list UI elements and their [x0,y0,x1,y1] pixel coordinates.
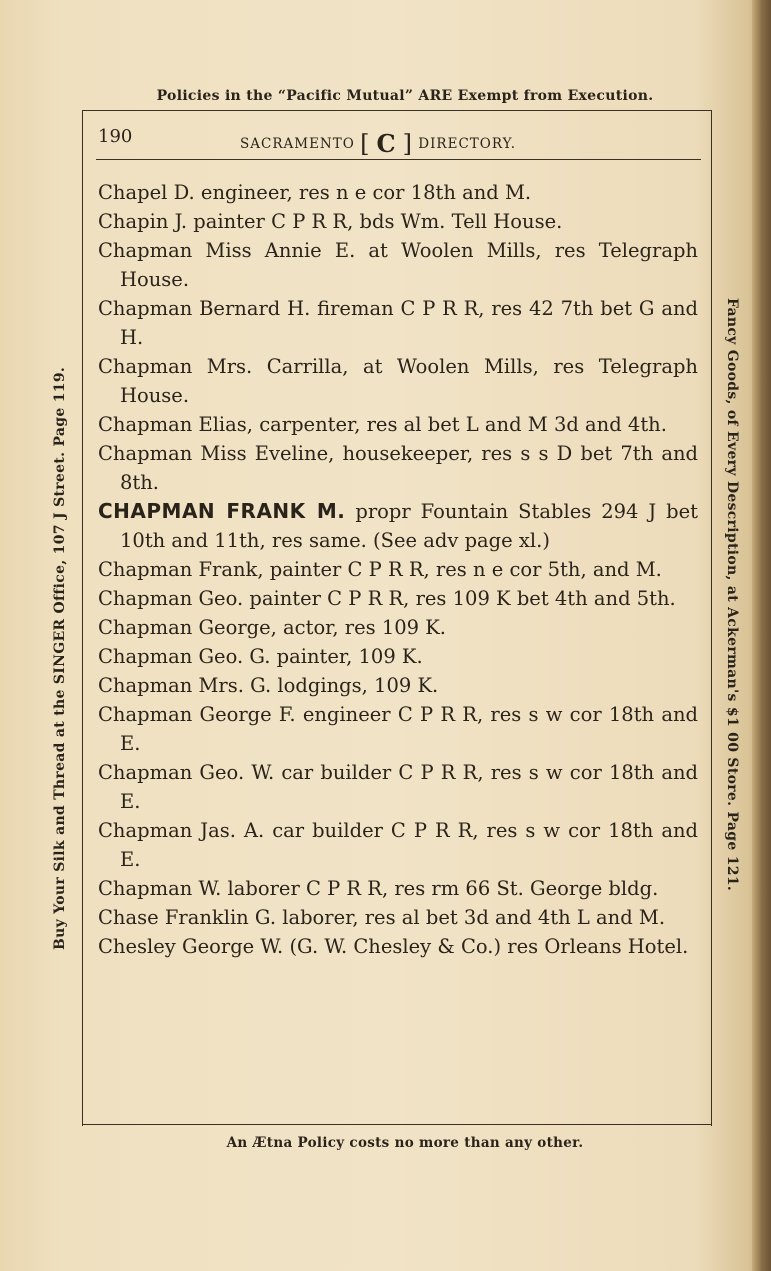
running-title [240,129,516,158]
entry: Chapman George, actor, res 109 K. [98,616,447,639]
entry: Chapman Miss Eveline, housekeeper, res s s D bet 7th and 8th. [98,442,698,494]
book-spine-edge [752,0,771,1271]
entry: Chapman Geo. painter C P R R, res 109 K bet 4th and 5th. [98,587,676,610]
page-number: 190 [98,126,133,147]
directory-entries [98,178,698,961]
entry: Chapman Mrs. Carrilla, at Woolen Mills, res Telegraph House. [98,355,698,407]
header-rule [96,159,701,160]
entry: Chapman George F. engineer C P R R, res s w cor 18th and E. [98,703,698,755]
directory-title: DIRECTORY. [418,136,517,152]
top-rule [82,110,712,111]
bottom-rule [82,1124,712,1125]
running-header [96,120,696,158]
entry: Chapman Miss Annie E. at Woolen Mills, res Telegraph House. [98,239,698,291]
entry: Chapman Geo. W. car builder C P R R, res s w cor 18th and E. [98,761,698,813]
entry: Chapman W. laborer C P R R, res rm 66 St. George bldg. [98,877,659,900]
right-margin-advertisement: Fancy Goods, of Every Description, at Ackerman's $1 00 Store. Page 121. [724,298,740,892]
entry-featured [98,497,698,555]
entry: Chapman Frank, painter C P R R, res n e cor 5th, and M. [98,558,662,581]
featured-details: propr Fountain Stables 294 J bet 10th and 11th, res same. (See adv page xl.) [120,500,699,552]
featured-name: CHAPMAN FRANK M. [98,499,346,523]
bottom-advertisement-banner: An Ætna Policy costs no more than any other. [226,1135,584,1151]
entry: Chapman Mrs. G. lodgings, 109 K. [98,674,439,697]
city-name: SACRAMENTO [240,136,355,152]
left-margin-advertisement: Buy Your Silk and Thread at the SINGER Office, 107 J Street. Page 119. [52,366,68,950]
entry: Chapman Jas. A. car builder C P R R, res s w cor 18th and E. [98,819,698,871]
entry: Chase Franklin G. laborer, res al bet 3d and 4th L and M. [98,906,666,929]
bracket-open: [ [360,130,371,158]
entry: Chapin J. painter C P R R, bds Wm. Tell House. [98,210,563,233]
entry: Chapman Geo. G. painter, 109 K. [98,645,423,668]
bracket-close: ] [402,130,413,158]
top-advertisement-banner: Policies in the “Pacific Mutual” ARE Exempt from Execution. [156,88,654,104]
entry: Chesley George W. (G. W. Chesley & Co.) res Orleans Hotel. [98,935,689,958]
entry: Chapman Elias, carpenter, res al bet L and M 3d and 4th. [98,413,667,436]
entry: Chapman Bernard H. fireman C P R R, res 42 7th bet G and H. [98,297,698,349]
section-letter: C [376,129,397,158]
entry: Chapel D. engineer, res n e cor 18th and M. [98,181,532,204]
